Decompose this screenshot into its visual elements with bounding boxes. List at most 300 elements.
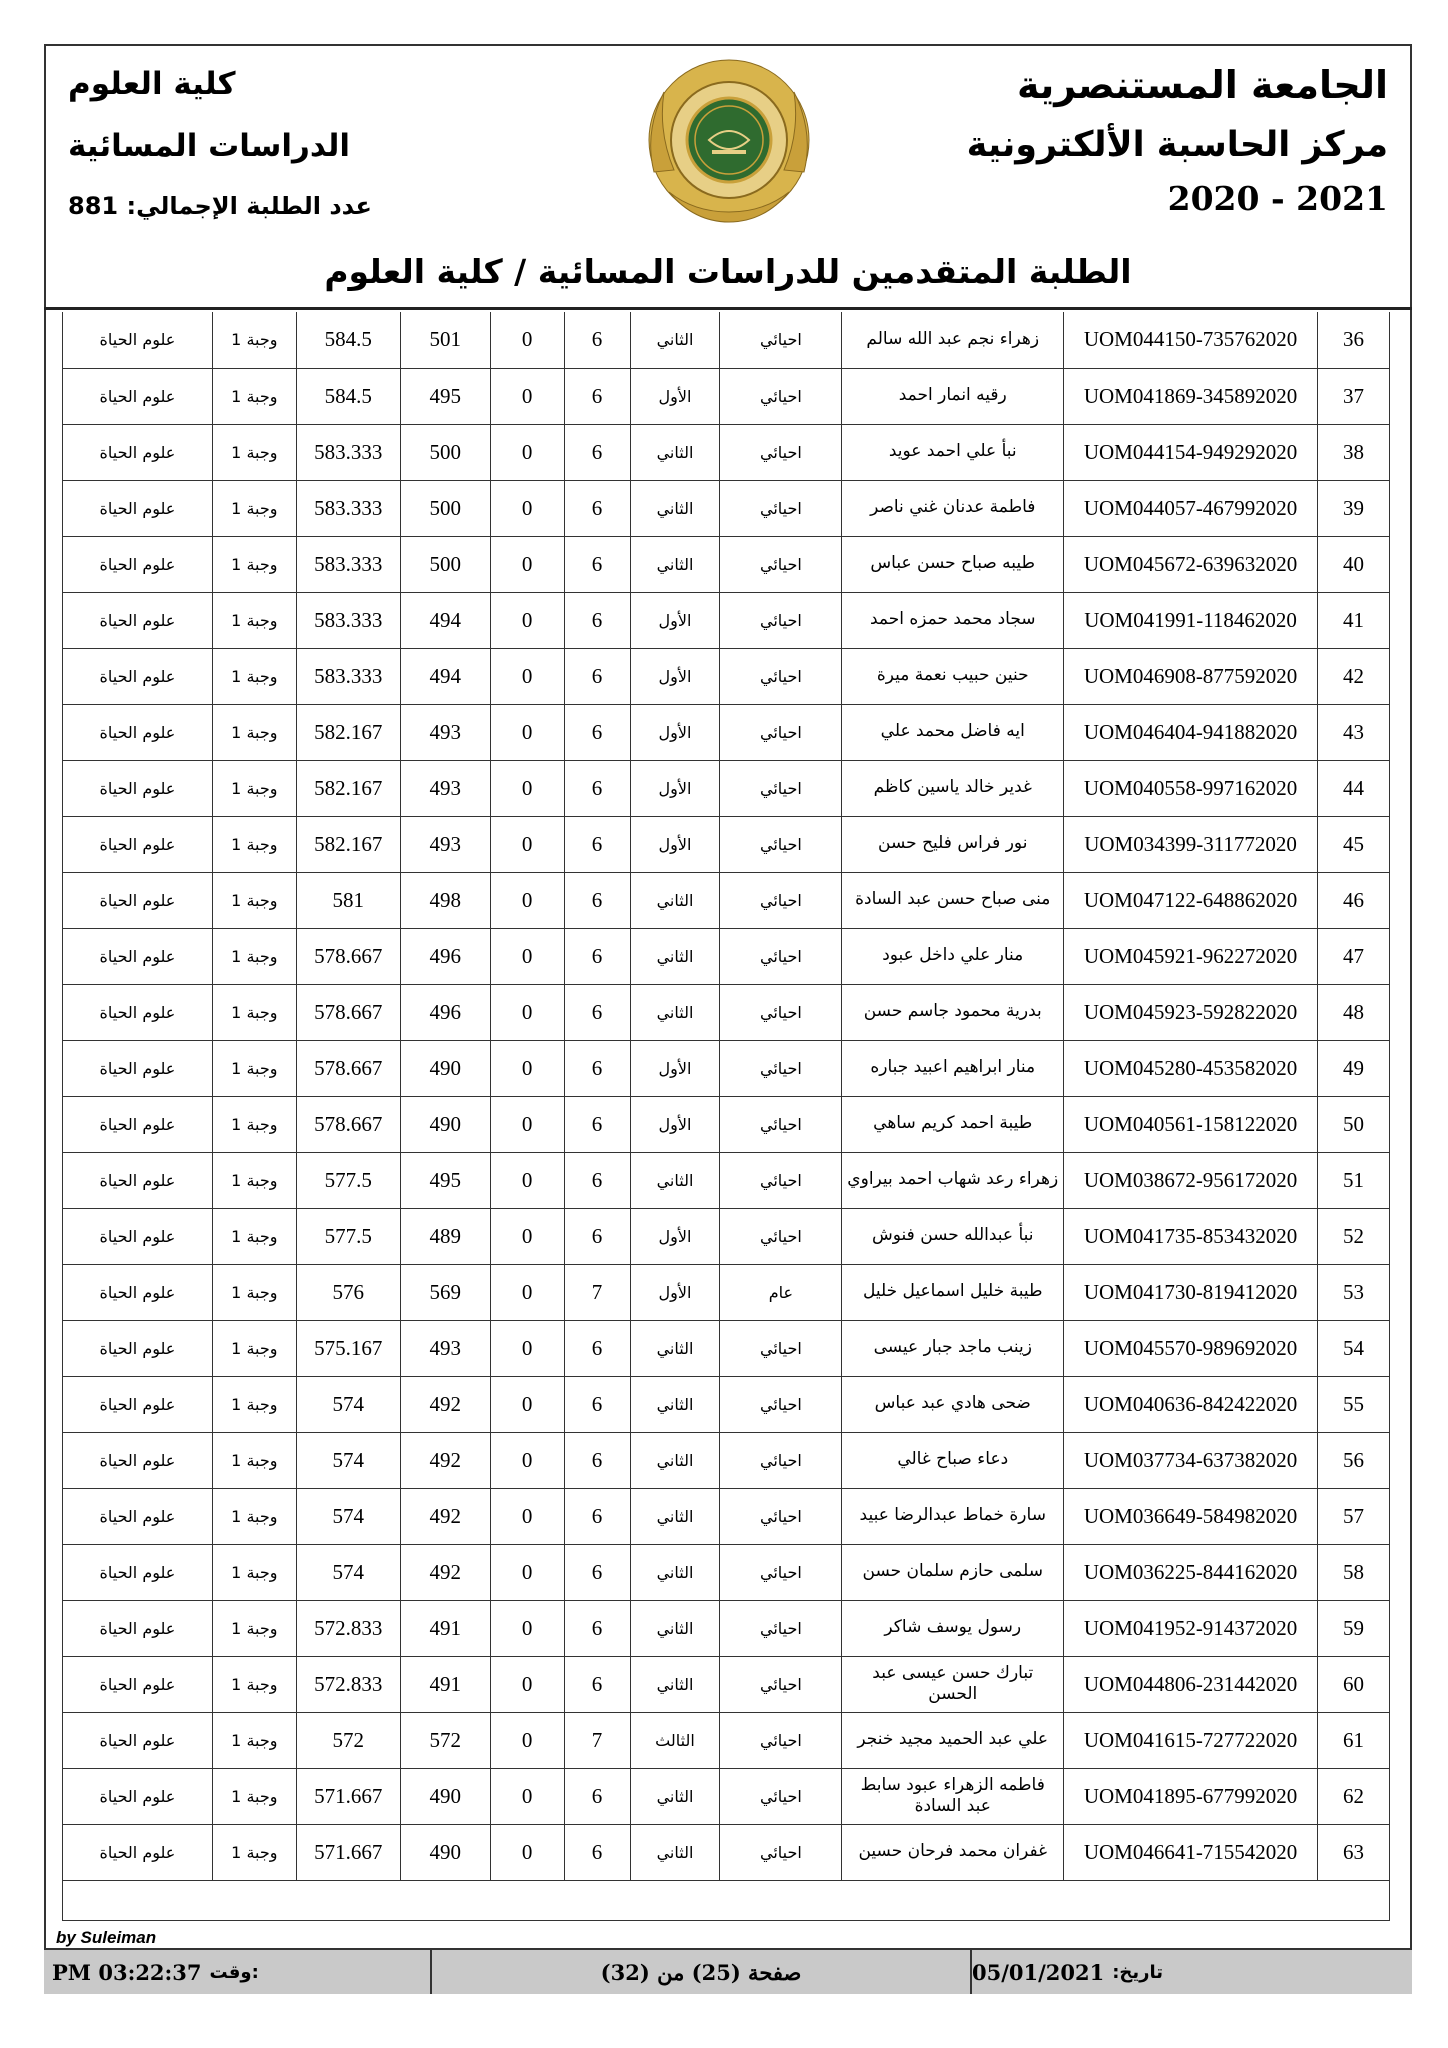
- header-institution: [967, 62, 1388, 218]
- average-cell: 574: [296, 1376, 400, 1432]
- score-cell: 493: [400, 760, 490, 816]
- average-cell: 583.333: [296, 480, 400, 536]
- count-b-cell: 0: [490, 1096, 564, 1152]
- attempt-cell: وجبة 1: [212, 816, 296, 872]
- count-b-cell: 0: [490, 648, 564, 704]
- byline: by Suleiman: [56, 1928, 157, 1947]
- attempt-cell: وجبة 1: [212, 704, 296, 760]
- average-cell: 578.667: [296, 1096, 400, 1152]
- average-cell: 576: [296, 1264, 400, 1320]
- count-b-cell: 0: [490, 424, 564, 480]
- table-row: [63, 648, 1390, 704]
- count-a-cell: 6: [564, 984, 630, 1040]
- score-cell: 491: [400, 1656, 490, 1712]
- department-cell: علوم الحياة: [63, 648, 213, 704]
- count-b-cell: 0: [490, 1208, 564, 1264]
- student-name-cell: غدير خالد ياسين كاظم: [842, 760, 1064, 816]
- footer-date-label: تاريخ:: [1112, 1961, 1164, 1983]
- attempt-cell: وجبة 1: [212, 648, 296, 704]
- attempt-cell: وجبة 1: [212, 1600, 296, 1656]
- row-number-cell: 52: [1317, 1208, 1389, 1264]
- table-row: [63, 872, 1390, 928]
- table-row: [63, 1264, 1390, 1320]
- student-name-cell: سجاد محمد حمزه احمد: [842, 592, 1064, 648]
- row-number-cell: 37: [1317, 368, 1389, 424]
- table-row: [63, 592, 1390, 648]
- student-name-cell: منار علي داخل عبود: [842, 928, 1064, 984]
- table-row: [63, 1376, 1390, 1432]
- row-number-cell: 59: [1317, 1600, 1389, 1656]
- department-cell: علوم الحياة: [63, 1544, 213, 1600]
- department-cell: علوم الحياة: [63, 424, 213, 480]
- department-cell: علوم الحياة: [63, 984, 213, 1040]
- round-cell: الأول: [630, 648, 720, 704]
- footer-time-label: وقت:: [209, 1961, 259, 1983]
- student-name-cell: طيبة خليل اسماعيل خليل: [842, 1264, 1064, 1320]
- table-row: [63, 1432, 1390, 1488]
- branch-cell: احيائي: [720, 816, 842, 872]
- count-a-cell: 6: [564, 648, 630, 704]
- score-cell: 569: [400, 1264, 490, 1320]
- round-cell: الأول: [630, 704, 720, 760]
- branch-cell: عام: [720, 1264, 842, 1320]
- count-b-cell: 0: [490, 1376, 564, 1432]
- department-cell: علوم الحياة: [63, 1768, 213, 1824]
- department-cell: علوم الحياة: [63, 312, 213, 368]
- department-cell: علوم الحياة: [63, 704, 213, 760]
- branch-cell: احيائي: [720, 1824, 842, 1880]
- footer-time: [44, 1950, 432, 1994]
- count-a-cell: 6: [564, 872, 630, 928]
- score-cell: 500: [400, 536, 490, 592]
- count-a-cell: 6: [564, 1376, 630, 1432]
- row-number-cell: 39: [1317, 480, 1389, 536]
- row-number-cell: 58: [1317, 1544, 1389, 1600]
- table-row: [63, 760, 1390, 816]
- university-logo-icon: [634, 52, 824, 232]
- table-row: [63, 1656, 1390, 1712]
- attempt-cell: وجبة 1: [212, 1152, 296, 1208]
- branch-cell: احيائي: [720, 928, 842, 984]
- student-id-cell: UOM046641-715542020: [1064, 1824, 1318, 1880]
- student-name-cell: طيبة احمد كريم ساهي: [842, 1096, 1064, 1152]
- count-b-cell: 0: [490, 1432, 564, 1488]
- department-cell: علوم الحياة: [63, 1432, 213, 1488]
- row-number-cell: 60: [1317, 1656, 1389, 1712]
- round-cell: الأول: [630, 1264, 720, 1320]
- score-cell: 572: [400, 1712, 490, 1768]
- count-a-cell: 6: [564, 424, 630, 480]
- count-b-cell: 0: [490, 816, 564, 872]
- total-students-label: عدد الطلبة الإجمالي:: [126, 192, 372, 220]
- table-row: [63, 1488, 1390, 1544]
- total-students-value: 881: [68, 192, 119, 220]
- row-number-cell: 42: [1317, 648, 1389, 704]
- student-id-cell: UOM044057-467992020: [1064, 480, 1318, 536]
- score-cell: 498: [400, 872, 490, 928]
- round-cell: الثاني: [630, 1376, 720, 1432]
- college-name: كلية العلوم: [68, 66, 236, 102]
- row-number-cell: 45: [1317, 816, 1389, 872]
- student-name-cell: نبأ عبدالله حسن فنوش: [842, 1208, 1064, 1264]
- branch-cell: احيائي: [720, 1152, 842, 1208]
- page-footer: [44, 1948, 1412, 1994]
- attempt-cell: وجبة 1: [212, 1488, 296, 1544]
- row-number-cell: 49: [1317, 1040, 1389, 1096]
- department-cell: علوم الحياة: [63, 592, 213, 648]
- score-cell: 490: [400, 1040, 490, 1096]
- branch-cell: احيائي: [720, 1488, 842, 1544]
- average-cell: 578.667: [296, 1040, 400, 1096]
- round-cell: الثاني: [630, 1544, 720, 1600]
- row-number-cell: 50: [1317, 1096, 1389, 1152]
- score-cell: 495: [400, 1152, 490, 1208]
- table-row: [63, 1600, 1390, 1656]
- attempt-cell: وجبة 1: [212, 480, 296, 536]
- branch-cell: احيائي: [720, 1544, 842, 1600]
- average-cell: 583.333: [296, 592, 400, 648]
- round-cell: الثاني: [630, 928, 720, 984]
- total-students: [68, 192, 372, 220]
- score-cell: 492: [400, 1376, 490, 1432]
- attempt-cell: وجبة 1: [212, 1824, 296, 1880]
- round-cell: الأول: [630, 816, 720, 872]
- page-title: الطلبة المتقدمين للدراسات المسائية / كلية العلوم: [324, 252, 1132, 291]
- round-cell: الثاني: [630, 1488, 720, 1544]
- table-row: [63, 312, 1390, 368]
- score-cell: 494: [400, 592, 490, 648]
- attempt-cell: وجبة 1: [212, 984, 296, 1040]
- table-row: [63, 1712, 1390, 1768]
- count-b-cell: 0: [490, 1824, 564, 1880]
- student-id-cell: UOM041952-914372020: [1064, 1600, 1318, 1656]
- round-cell: الأول: [630, 760, 720, 816]
- count-b-cell: 0: [490, 1040, 564, 1096]
- count-a-cell: 6: [564, 1432, 630, 1488]
- department-cell: علوم الحياة: [63, 928, 213, 984]
- table-bottom-rule: [62, 1920, 1390, 1921]
- count-b-cell: 0: [490, 760, 564, 816]
- score-cell: 494: [400, 648, 490, 704]
- round-cell: الثاني: [630, 984, 720, 1040]
- average-cell: 572.833: [296, 1600, 400, 1656]
- table-row: [63, 984, 1390, 1040]
- student-name-cell: نبأ علي احمد عويد: [842, 424, 1064, 480]
- student-id-cell: UOM037734-637382020: [1064, 1432, 1318, 1488]
- student-id-cell: UOM041735-853432020: [1064, 1208, 1318, 1264]
- department-cell: علوم الحياة: [63, 816, 213, 872]
- count-a-cell: 6: [564, 704, 630, 760]
- score-cell: 500: [400, 480, 490, 536]
- attempt-cell: وجبة 1: [212, 1768, 296, 1824]
- round-cell: الثاني: [630, 312, 720, 368]
- count-b-cell: 0: [490, 1544, 564, 1600]
- attempt-cell: وجبة 1: [212, 928, 296, 984]
- count-a-cell: 7: [564, 1712, 630, 1768]
- branch-cell: احيائي: [720, 1600, 842, 1656]
- branch-cell: احيائي: [720, 872, 842, 928]
- score-cell: 492: [400, 1432, 490, 1488]
- count-a-cell: 6: [564, 760, 630, 816]
- count-a-cell: 6: [564, 592, 630, 648]
- attempt-cell: وجبة 1: [212, 1264, 296, 1320]
- department-cell: علوم الحياة: [63, 1152, 213, 1208]
- footer-page-number: صفحة (25) من (32): [432, 1950, 972, 1994]
- student-id-cell: UOM041615-727722020: [1064, 1712, 1318, 1768]
- count-b-cell: 0: [490, 480, 564, 536]
- table-row: [63, 1152, 1390, 1208]
- student-name-cell: علي عبد الحميد مجيد خنجر: [842, 1712, 1064, 1768]
- round-cell: الثاني: [630, 1600, 720, 1656]
- average-cell: 574: [296, 1432, 400, 1488]
- attempt-cell: وجبة 1: [212, 1712, 296, 1768]
- student-id-cell: UOM044806-231442020: [1064, 1656, 1318, 1712]
- branch-cell: احيائي: [720, 984, 842, 1040]
- row-number-cell: 41: [1317, 592, 1389, 648]
- round-cell: الثاني: [630, 1152, 720, 1208]
- attempt-cell: وجبة 1: [212, 424, 296, 480]
- average-cell: 577.5: [296, 1152, 400, 1208]
- row-number-cell: 62: [1317, 1768, 1389, 1824]
- table-row: [63, 816, 1390, 872]
- department-cell: علوم الحياة: [63, 1264, 213, 1320]
- average-cell: 577.5: [296, 1208, 400, 1264]
- table-row: [63, 928, 1390, 984]
- department-cell: علوم الحياة: [63, 536, 213, 592]
- table-row: [63, 368, 1390, 424]
- table-row: [63, 424, 1390, 480]
- student-name-cell: ايه فاضل محمد علي: [842, 704, 1064, 760]
- student-id-cell: UOM045672-639632020: [1064, 536, 1318, 592]
- row-number-cell: 46: [1317, 872, 1389, 928]
- score-cell: 491: [400, 1600, 490, 1656]
- attempt-cell: وجبة 1: [212, 1544, 296, 1600]
- average-cell: 571.667: [296, 1768, 400, 1824]
- average-cell: 571.667: [296, 1824, 400, 1880]
- department-cell: علوم الحياة: [63, 1376, 213, 1432]
- row-number-cell: 56: [1317, 1432, 1389, 1488]
- branch-cell: احيائي: [720, 480, 842, 536]
- round-cell: الثاني: [630, 480, 720, 536]
- branch-cell: احيائي: [720, 1208, 842, 1264]
- student-id-cell: UOM040561-158122020: [1064, 1096, 1318, 1152]
- student-id-cell: UOM040558-997162020: [1064, 760, 1318, 816]
- table-row: [63, 1320, 1390, 1376]
- count-b-cell: 0: [490, 592, 564, 648]
- round-cell: الأول: [630, 1096, 720, 1152]
- row-number-cell: 57: [1317, 1488, 1389, 1544]
- table-row: [63, 480, 1390, 536]
- student-name-cell: زهراء رعد شهاب احمد بيراوي: [842, 1152, 1064, 1208]
- branch-cell: احيائي: [720, 1320, 842, 1376]
- round-cell: الثاني: [630, 424, 720, 480]
- student-name-cell: زينب ماجد جبار عيسى: [842, 1320, 1064, 1376]
- score-cell: 490: [400, 1768, 490, 1824]
- table-row: [63, 1768, 1390, 1824]
- attempt-cell: وجبة 1: [212, 1432, 296, 1488]
- department-cell: علوم الحياة: [63, 872, 213, 928]
- count-a-cell: 7: [564, 1264, 630, 1320]
- average-cell: 582.167: [296, 816, 400, 872]
- round-cell: الثالث: [630, 1712, 720, 1768]
- count-b-cell: 0: [490, 1264, 564, 1320]
- count-a-cell: 6: [564, 312, 630, 368]
- count-b-cell: 0: [490, 1712, 564, 1768]
- student-id-cell: UOM044154-949292020: [1064, 424, 1318, 480]
- score-cell: 493: [400, 1320, 490, 1376]
- student-name-cell: ضحى هادي عبد عباس: [842, 1376, 1064, 1432]
- header-college: [68, 66, 372, 220]
- attempt-cell: وجبة 1: [212, 760, 296, 816]
- average-cell: 572: [296, 1712, 400, 1768]
- student-id-cell: UOM038672-956172020: [1064, 1152, 1318, 1208]
- student-id-cell: UOM046908-877592020: [1064, 648, 1318, 704]
- student-id-cell: UOM045570-989692020: [1064, 1320, 1318, 1376]
- student-id-cell: UOM047122-648862020: [1064, 872, 1318, 928]
- attempt-cell: وجبة 1: [212, 592, 296, 648]
- student-id-cell: UOM045923-592822020: [1064, 984, 1318, 1040]
- table-body: [63, 312, 1390, 1880]
- student-id-cell: UOM036225-844162020: [1064, 1544, 1318, 1600]
- count-b-cell: 0: [490, 1488, 564, 1544]
- attempt-cell: وجبة 1: [212, 1376, 296, 1432]
- count-a-cell: 6: [564, 1488, 630, 1544]
- average-cell: 578.667: [296, 984, 400, 1040]
- round-cell: الثاني: [630, 1768, 720, 1824]
- student-name-cell: فاطمه الزهراء عبود سابط عبد السادة: [842, 1768, 1064, 1824]
- average-cell: 583.333: [296, 536, 400, 592]
- average-cell: 575.167: [296, 1320, 400, 1376]
- branch-cell: احيائي: [720, 424, 842, 480]
- department-cell: علوم الحياة: [63, 1824, 213, 1880]
- department-cell: علوم الحياة: [63, 1656, 213, 1712]
- average-cell: 582.167: [296, 760, 400, 816]
- row-number-cell: 51: [1317, 1152, 1389, 1208]
- score-cell: 501: [400, 312, 490, 368]
- table-row: [63, 704, 1390, 760]
- count-a-cell: 6: [564, 1320, 630, 1376]
- count-b-cell: 0: [490, 312, 564, 368]
- score-cell: 493: [400, 704, 490, 760]
- student-name-cell: بدرية محمود جاسم حسن: [842, 984, 1064, 1040]
- score-cell: 493: [400, 816, 490, 872]
- average-cell: 584.5: [296, 312, 400, 368]
- student-name-cell: منى صباح حسن عبد السادة: [842, 872, 1064, 928]
- count-b-cell: 0: [490, 1320, 564, 1376]
- branch-cell: احيائي: [720, 760, 842, 816]
- row-number-cell: 53: [1317, 1264, 1389, 1320]
- score-cell: 500: [400, 424, 490, 480]
- branch-cell: احيائي: [720, 1376, 842, 1432]
- row-number-cell: 61: [1317, 1712, 1389, 1768]
- footer-date-value: 05/01/2021: [972, 1959, 1105, 1985]
- row-number-cell: 38: [1317, 424, 1389, 480]
- round-cell: الثاني: [630, 1432, 720, 1488]
- student-id-cell: UOM045280-453582020: [1064, 1040, 1318, 1096]
- students-table: [62, 312, 1390, 1881]
- count-a-cell: 6: [564, 1544, 630, 1600]
- attempt-cell: وجبة 1: [212, 1208, 296, 1264]
- round-cell: الأول: [630, 592, 720, 648]
- count-a-cell: 6: [564, 480, 630, 536]
- student-id-cell: UOM045921-962272020: [1064, 928, 1318, 984]
- branch-cell: احيائي: [720, 1096, 842, 1152]
- department-cell: علوم الحياة: [63, 368, 213, 424]
- branch-cell: احيائي: [720, 1656, 842, 1712]
- student-id-cell: UOM046404-941882020: [1064, 704, 1318, 760]
- student-id-cell: UOM041991-118462020: [1064, 592, 1318, 648]
- student-name-cell: نور فراس فليح حسن: [842, 816, 1064, 872]
- department-cell: علوم الحياة: [63, 1600, 213, 1656]
- count-b-cell: 0: [490, 984, 564, 1040]
- row-number-cell: 54: [1317, 1320, 1389, 1376]
- academic-year: 2020 - 2021: [1167, 179, 1388, 219]
- branch-cell: احيائي: [720, 368, 842, 424]
- branch-cell: احيائي: [720, 1040, 842, 1096]
- average-cell: 582.167: [296, 704, 400, 760]
- count-a-cell: 6: [564, 1096, 630, 1152]
- count-a-cell: 6: [564, 1040, 630, 1096]
- branch-cell: احيائي: [720, 1768, 842, 1824]
- attempt-cell: وجبة 1: [212, 312, 296, 368]
- table-empty-space: [62, 1880, 1390, 1920]
- count-b-cell: 0: [490, 368, 564, 424]
- row-number-cell: 36: [1317, 312, 1389, 368]
- attempt-cell: وجبة 1: [212, 1096, 296, 1152]
- footer-date: [972, 1950, 1412, 1994]
- branch-cell: احيائي: [720, 536, 842, 592]
- score-cell: 496: [400, 928, 490, 984]
- round-cell: الثاني: [630, 1656, 720, 1712]
- student-name-cell: فاطمة عدنان غني ناصر: [842, 480, 1064, 536]
- count-b-cell: 0: [490, 704, 564, 760]
- average-cell: 581: [296, 872, 400, 928]
- count-a-cell: 6: [564, 816, 630, 872]
- score-cell: 492: [400, 1488, 490, 1544]
- table-row: [63, 1824, 1390, 1880]
- count-a-cell: 6: [564, 928, 630, 984]
- round-cell: الأول: [630, 1040, 720, 1096]
- branch-cell: احيائي: [720, 1712, 842, 1768]
- round-cell: الثاني: [630, 1824, 720, 1880]
- student-name-cell: منار ابراهيم اعبيد جباره: [842, 1040, 1064, 1096]
- branch-cell: احيائي: [720, 592, 842, 648]
- round-cell: الأول: [630, 368, 720, 424]
- average-cell: 583.333: [296, 648, 400, 704]
- student-id-cell: UOM041730-819412020: [1064, 1264, 1318, 1320]
- table-row: [63, 1544, 1390, 1600]
- round-cell: الأول: [630, 1208, 720, 1264]
- average-cell: 584.5: [296, 368, 400, 424]
- round-cell: الثاني: [630, 1320, 720, 1376]
- score-cell: 490: [400, 1824, 490, 1880]
- department-cell: علوم الحياة: [63, 1040, 213, 1096]
- average-cell: 574: [296, 1488, 400, 1544]
- page-header: [44, 44, 1412, 310]
- count-a-cell: 6: [564, 1208, 630, 1264]
- round-cell: الثاني: [630, 872, 720, 928]
- row-number-cell: 40: [1317, 536, 1389, 592]
- branch-cell: احيائي: [720, 648, 842, 704]
- row-number-cell: 43: [1317, 704, 1389, 760]
- count-b-cell: 0: [490, 1152, 564, 1208]
- student-name-cell: تبارك حسن عيسى عبد الحسن: [842, 1656, 1064, 1712]
- student-name-cell: حنين حبيب نعمة ميرة: [842, 648, 1064, 704]
- attempt-cell: وجبة 1: [212, 1656, 296, 1712]
- count-a-cell: 6: [564, 368, 630, 424]
- table-row: [63, 1040, 1390, 1096]
- count-a-cell: 6: [564, 536, 630, 592]
